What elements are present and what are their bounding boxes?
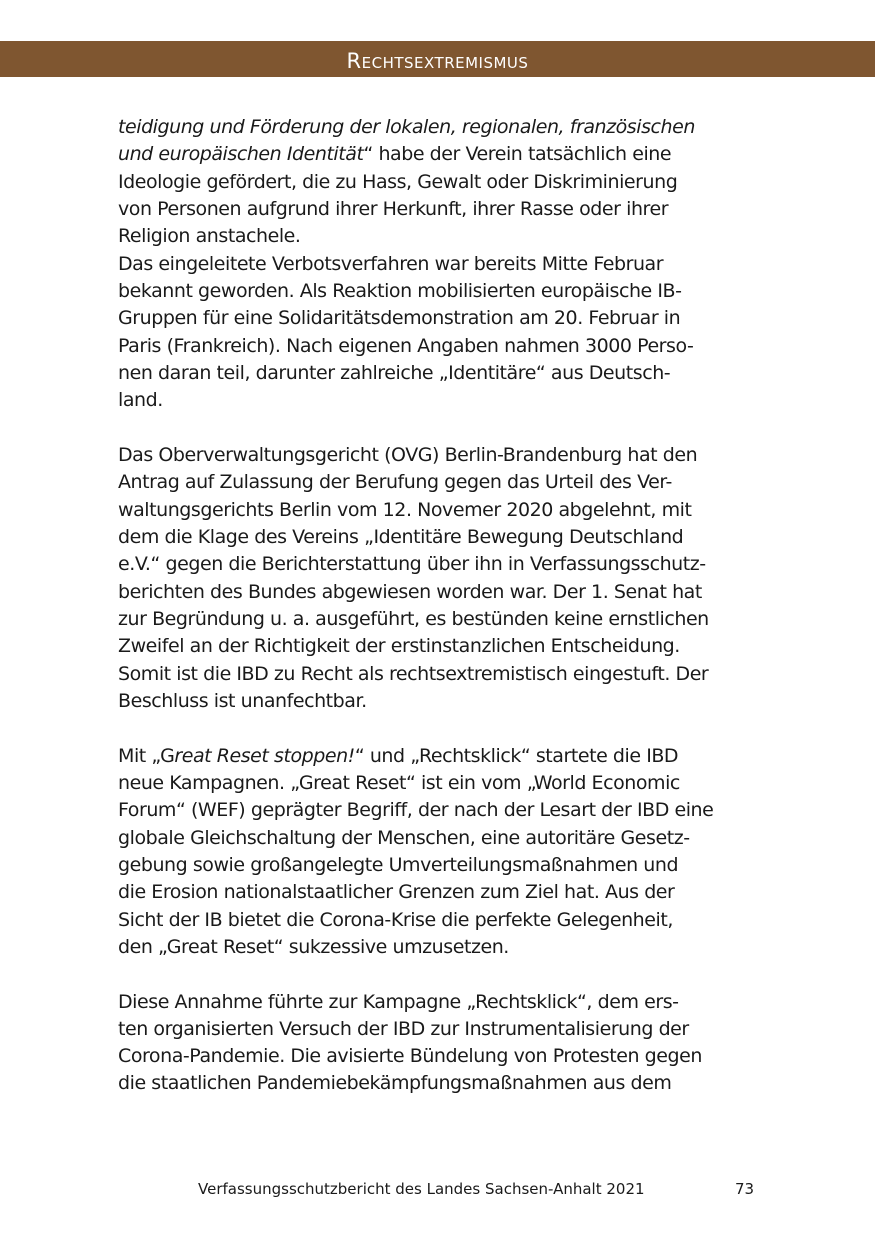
line-text: bekannt geworden. Als Reaktion mobilisierten europäische IB-	[118, 279, 682, 302]
page-footer	[0, 1180, 875, 1204]
paragraph	[118, 743, 768, 962]
line-text: Ideologie gefördert, die zu Hass, Gewalt oder Diskriminierung	[118, 170, 678, 193]
text-line	[118, 387, 768, 414]
text-line	[118, 141, 768, 168]
paragraph-gap	[118, 415, 768, 442]
text-line	[118, 469, 768, 496]
line-text: Diese Annahme führte zur Kampagne „Rechtsklick“, dem ers-	[118, 990, 679, 1013]
page-number: 73	[735, 1180, 755, 1198]
text-line	[118, 442, 768, 469]
line-text: zur Begründung u. a. ausgeführt, es bestünden keine ernstlichen	[118, 607, 709, 630]
text-line	[118, 524, 768, 551]
line-text: “ habe der Verein tatsächlich eine	[363, 143, 672, 166]
line-text: von Personen aufgrund ihrer Herkunft, ihrer Rasse oder ihrer	[118, 197, 669, 220]
text-line	[118, 497, 768, 524]
line-text: Gruppen für eine Solidaritätsdemonstration am 20. Februar in	[118, 307, 681, 330]
italic-text: reat Reset stoppen!	[174, 744, 355, 767]
text-line	[118, 879, 768, 906]
line-text: Das Oberverwaltungsgericht (OVG) Berlin-Brandenburg hat den	[118, 443, 698, 466]
text-line	[118, 1070, 768, 1097]
paragraph	[118, 114, 768, 415]
text-line	[118, 661, 768, 688]
line-text: die Erosion nationalstaatlicher Grenzen zum Ziel hat. Aus der	[118, 881, 675, 904]
text-line	[118, 770, 768, 797]
text-line	[118, 251, 768, 278]
line-text: Das eingeleitete Verbotsverfahren war bereits Mitte Februar	[118, 252, 664, 275]
paragraph-gap	[118, 715, 768, 742]
line-text: die staatlichen Pandemiebekämpfungsmaßnahmen aus dem	[118, 1072, 672, 1095]
line-text: globale Gleichschaltung der Menschen, eine autoritäre Gesetz-	[118, 826, 690, 849]
italic-text: teidigung und Förderung der lokalen, regionalen, französischen	[118, 116, 695, 138]
line-text: Sicht der IB bietet die Corona-Krise die perfekte Gelegenheit,	[118, 908, 673, 931]
text-line	[118, 579, 768, 606]
section-title: Rechtsextremismus	[346, 49, 529, 73]
body-text	[118, 114, 768, 1098]
text-line	[118, 688, 768, 715]
line-text: nen daran teil, darunter zahlreiche „Identitäre“ aus Deutsch-	[118, 361, 671, 384]
line-text: Antrag auf Zulassung der Berufung gegen das Urteil des Ver-	[118, 471, 672, 494]
paragraph-gap	[118, 961, 768, 988]
text-line	[118, 989, 768, 1016]
text-line	[118, 797, 768, 824]
line-text: Forum“ (WEF) geprägter Begriff, der nach der Lesart der IBD eine	[118, 799, 714, 822]
section-header-bar	[0, 41, 875, 77]
line-text: Somit ist die IBD zu Recht als rechtsextremistisch eingestuft. Der	[118, 662, 709, 685]
line-text: dem die Klage des Vereins „Identitäre Bewegung Deutschland	[118, 525, 684, 548]
text-line	[118, 852, 768, 879]
text-line	[118, 743, 768, 770]
line-text: Corona-Pandemie. Die avisierte Bündelung von Protesten gegen	[118, 1045, 702, 1068]
text-line	[118, 1043, 768, 1070]
line-text: e.V.“ gegen die Berichterstattung über ihn in Verfassungsschutz-	[118, 553, 706, 576]
line-text: neue Kampagnen. „Great Reset“ ist ein vom „World Economic	[118, 771, 680, 794]
paragraph	[118, 989, 768, 1098]
footer-publication-title: Verfassungsschutzbericht des Landes Sachsen-Anhalt 2021	[198, 1180, 645, 1198]
text-line	[118, 551, 768, 578]
text-line	[118, 169, 768, 196]
line-text: Religion anstachele.	[118, 225, 301, 248]
line-text: land.	[118, 389, 163, 412]
line-text: den „Great Reset“ sukzessive umzusetzen.	[118, 935, 509, 958]
line-text: Beschluss ist unanfechtbar.	[118, 689, 367, 712]
text-line	[118, 633, 768, 660]
text-line	[118, 825, 768, 852]
line-text: Paris (Frankreich). Nach eigenen Angaben nahmen 3000 Perso-	[118, 334, 694, 357]
italic-text: und europäischen Identität	[118, 143, 364, 166]
line-prefix: Mit „G	[118, 744, 175, 767]
text-line	[118, 1016, 768, 1043]
line-text: Zweifel an der Richtigkeit der erstinstanzlichen Entscheidung.	[118, 635, 680, 658]
text-line	[118, 333, 768, 360]
text-line	[118, 360, 768, 387]
paragraph	[118, 442, 768, 715]
line-text: ten organisierten Versuch der IBD zur Instrumentalisierung der	[118, 1017, 689, 1040]
line-text: “ und „Rechtsklick“ startete die IBD	[354, 744, 679, 767]
text-line	[118, 223, 768, 250]
text-line	[118, 305, 768, 332]
text-line	[118, 606, 768, 633]
text-line	[118, 907, 768, 934]
text-line	[118, 114, 768, 141]
text-line	[118, 196, 768, 223]
line-text: berichten des Bundes abgewiesen worden war. Der 1. Senat hat	[118, 580, 702, 603]
line-text: gebung sowie großangelegte Umverteilungsmaßnahmen und	[118, 853, 679, 876]
text-line	[118, 934, 768, 961]
line-text: waltungsgerichts Berlin vom 12. Novemer 2020 abgelehnt, mit	[118, 498, 692, 521]
text-line	[118, 278, 768, 305]
